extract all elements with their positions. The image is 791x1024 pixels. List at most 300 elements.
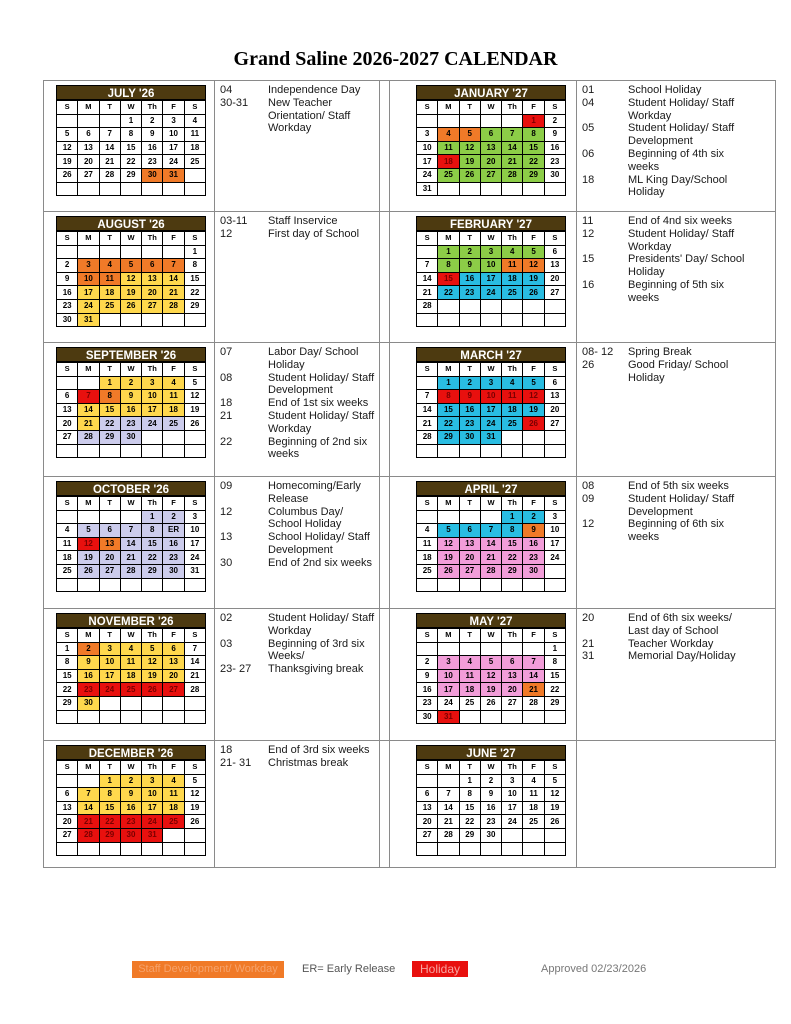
month-table bbox=[56, 760, 206, 856]
weekday-header: S bbox=[417, 232, 438, 246]
weekday-header-row bbox=[57, 363, 206, 377]
weekday-header: S bbox=[57, 363, 78, 377]
event-text: Christmas break bbox=[268, 756, 349, 769]
page-title: Grand Saline 2026-2027 CALENDAR bbox=[233, 48, 558, 70]
weekday-header-row bbox=[417, 629, 566, 643]
day-cell: 10 bbox=[480, 390, 501, 404]
day-cell: 10 bbox=[99, 656, 120, 670]
event-text: First day of School bbox=[268, 227, 360, 240]
day-cell bbox=[184, 828, 205, 842]
day-cell bbox=[417, 642, 438, 656]
day-cell bbox=[184, 578, 205, 592]
day-cell: 11 bbox=[184, 128, 205, 142]
day-cell: 25 bbox=[57, 564, 78, 578]
day-cell: 31 bbox=[78, 313, 99, 327]
weekday-header: W bbox=[480, 629, 501, 643]
event-date: 12 bbox=[582, 227, 595, 240]
weekday-header: Th bbox=[502, 232, 523, 246]
day-cell bbox=[99, 114, 120, 128]
day-cell bbox=[99, 182, 120, 196]
week-row bbox=[417, 537, 566, 551]
day-cell: 16 bbox=[459, 403, 480, 417]
day-cell: 11 bbox=[163, 788, 184, 802]
week-row bbox=[417, 114, 566, 128]
day-cell: 16 bbox=[142, 141, 163, 155]
day-cell: 4 bbox=[417, 524, 438, 538]
day-cell: 3 bbox=[544, 510, 565, 524]
event-text: Student Holiday/ Staff Workday bbox=[628, 227, 735, 253]
day-cell: 31 bbox=[163, 168, 184, 182]
week-row bbox=[417, 128, 566, 142]
day-cell: 4 bbox=[523, 774, 544, 788]
week-row bbox=[57, 430, 206, 444]
event-text: Homecoming/Early Release bbox=[268, 480, 361, 505]
day-cell: 26 bbox=[480, 696, 501, 710]
right-month-cell bbox=[389, 81, 576, 211]
weekday-header: F bbox=[163, 363, 184, 377]
day-cell: 10 bbox=[417, 141, 438, 155]
day-cell: 5 bbox=[78, 524, 99, 538]
week-row bbox=[57, 774, 206, 788]
day-cell: 21 bbox=[417, 286, 438, 300]
weekday-header-row bbox=[57, 101, 206, 115]
day-cell: 4 bbox=[502, 376, 523, 390]
week-row bbox=[57, 245, 206, 259]
day-cell: 14 bbox=[163, 272, 184, 286]
weekday-header: Th bbox=[502, 629, 523, 643]
event-text: School Holiday bbox=[628, 84, 702, 96]
weekday-header: Th bbox=[502, 101, 523, 115]
weekday-header: T bbox=[99, 761, 120, 775]
event-text: Beginning of 4th six weeks bbox=[628, 148, 725, 173]
day-cell: 8 bbox=[459, 788, 480, 802]
day-cell bbox=[523, 842, 544, 856]
day-cell: 9 bbox=[459, 390, 480, 404]
column-divider bbox=[576, 81, 577, 211]
day-cell: 12 bbox=[523, 390, 544, 404]
weekday-header: M bbox=[78, 629, 99, 643]
day-cell bbox=[163, 828, 184, 842]
day-cell: 7 bbox=[438, 788, 459, 802]
day-cell bbox=[417, 245, 438, 259]
day-cell: 13 bbox=[78, 141, 99, 155]
day-cell: 24 bbox=[480, 417, 501, 431]
week-row bbox=[417, 696, 566, 710]
calendar-row bbox=[44, 343, 775, 477]
week-row bbox=[417, 710, 566, 724]
calendar-row bbox=[44, 81, 775, 212]
day-cell bbox=[163, 313, 184, 327]
week-row bbox=[57, 537, 206, 551]
day-cell bbox=[502, 578, 523, 592]
event-text: Memorial Day/Holiday bbox=[628, 650, 736, 663]
day-cell: 29 bbox=[184, 299, 205, 313]
day-cell: 24 bbox=[417, 168, 438, 182]
day-cell: 2 bbox=[459, 376, 480, 390]
day-cell: 23 bbox=[57, 299, 78, 313]
day-cell: 11 bbox=[438, 141, 459, 155]
day-cell bbox=[57, 710, 78, 724]
day-cell: 19 bbox=[459, 155, 480, 169]
day-cell bbox=[57, 245, 78, 259]
day-cell: 14 bbox=[480, 537, 501, 551]
event-date: 21- 31 bbox=[220, 756, 252, 769]
day-cell: 22 bbox=[99, 417, 120, 431]
day-cell: 9 bbox=[480, 788, 501, 802]
event-date: 30 bbox=[220, 556, 233, 569]
event-text: End of 4nd six weeks bbox=[628, 215, 732, 227]
week-row bbox=[57, 696, 206, 710]
day-cell: 1 bbox=[438, 376, 459, 390]
weekday-header: S bbox=[544, 629, 565, 643]
weekday-header: S bbox=[184, 497, 205, 511]
day-cell: 18 bbox=[502, 403, 523, 417]
week-row bbox=[417, 286, 566, 300]
day-cell: 19 bbox=[523, 403, 544, 417]
day-cell: 8 bbox=[57, 656, 78, 670]
weekday-header: F bbox=[163, 232, 184, 246]
month-title: FEBRUARY '27 bbox=[416, 216, 566, 231]
day-cell bbox=[438, 510, 459, 524]
day-cell: 28 bbox=[78, 430, 99, 444]
weekday-header: Th bbox=[142, 101, 163, 115]
day-cell: 25 bbox=[163, 815, 184, 829]
day-cell: 11 bbox=[99, 272, 120, 286]
month-calendar bbox=[56, 613, 206, 724]
day-cell: 14 bbox=[417, 403, 438, 417]
day-cell: 15 bbox=[502, 537, 523, 551]
weekday-header: S bbox=[57, 497, 78, 511]
event-text: Teacher Workday bbox=[628, 637, 714, 650]
event-date: 03-11 bbox=[220, 215, 248, 227]
weekday-header: Th bbox=[142, 232, 163, 246]
day-cell: 13 bbox=[459, 537, 480, 551]
day-cell: 5 bbox=[142, 642, 163, 656]
day-cell: 13 bbox=[163, 656, 184, 670]
event-date: 07 bbox=[220, 346, 233, 358]
day-cell bbox=[142, 710, 163, 724]
week-row bbox=[57, 444, 206, 458]
day-cell: 14 bbox=[502, 141, 523, 155]
weekday-header: S bbox=[417, 629, 438, 643]
day-cell: 5 bbox=[480, 656, 501, 670]
day-cell bbox=[438, 313, 459, 327]
day-cell: 29 bbox=[523, 168, 544, 182]
left-month-cell bbox=[44, 343, 214, 476]
day-cell: 3 bbox=[142, 774, 163, 788]
day-cell: 8 bbox=[438, 390, 459, 404]
weekday-header: T bbox=[459, 363, 480, 377]
day-cell: 20 bbox=[480, 155, 501, 169]
day-cell: 18 bbox=[502, 272, 523, 286]
day-cell: 11 bbox=[502, 390, 523, 404]
week-row bbox=[57, 656, 206, 670]
day-cell bbox=[544, 430, 565, 444]
day-cell bbox=[502, 842, 523, 856]
weekday-header: W bbox=[480, 761, 501, 775]
week-row bbox=[57, 683, 206, 697]
month-title: MAY '27 bbox=[416, 613, 566, 628]
day-cell: 26 bbox=[142, 683, 163, 697]
day-cell: 27 bbox=[99, 564, 120, 578]
legend-holiday: Holiday bbox=[412, 961, 468, 977]
day-cell: 26 bbox=[544, 815, 565, 829]
day-cell bbox=[438, 182, 459, 196]
weekday-header: T bbox=[459, 101, 480, 115]
day-cell: 12 bbox=[184, 788, 205, 802]
day-cell: 6 bbox=[99, 524, 120, 538]
day-cell: 26 bbox=[57, 168, 78, 182]
day-cell: 20 bbox=[57, 815, 78, 829]
day-cell bbox=[502, 828, 523, 842]
day-cell: 5 bbox=[184, 774, 205, 788]
weekday-header: T bbox=[99, 629, 120, 643]
weekday-header: M bbox=[438, 497, 459, 511]
column-divider bbox=[214, 212, 215, 342]
day-cell bbox=[523, 182, 544, 196]
month-title: MARCH '27 bbox=[416, 347, 566, 362]
day-cell: 29 bbox=[438, 430, 459, 444]
event-date: 03 bbox=[220, 637, 233, 650]
day-cell bbox=[78, 245, 99, 259]
day-cell: 30 bbox=[78, 696, 99, 710]
day-cell bbox=[502, 710, 523, 724]
month-title: AUGUST '26 bbox=[56, 216, 206, 231]
day-cell bbox=[459, 842, 480, 856]
day-cell: 26 bbox=[78, 564, 99, 578]
left-events-cell bbox=[214, 343, 379, 476]
week-row bbox=[417, 656, 566, 670]
column-divider bbox=[214, 741, 215, 867]
day-cell bbox=[163, 696, 184, 710]
day-cell bbox=[459, 299, 480, 313]
day-cell bbox=[57, 114, 78, 128]
week-row bbox=[57, 114, 206, 128]
day-cell: 13 bbox=[417, 801, 438, 815]
day-cell: 4 bbox=[502, 245, 523, 259]
day-cell: 25 bbox=[502, 417, 523, 431]
week-row bbox=[417, 403, 566, 417]
day-cell: 1 bbox=[502, 510, 523, 524]
week-row bbox=[417, 376, 566, 390]
approval-date: Approved 02/23/2026 bbox=[541, 963, 647, 975]
weekday-header: S bbox=[417, 101, 438, 115]
day-cell: 27 bbox=[459, 564, 480, 578]
column-divider bbox=[389, 609, 390, 740]
weekday-header: M bbox=[78, 232, 99, 246]
day-cell: 29 bbox=[544, 696, 565, 710]
weekday-header: W bbox=[480, 363, 501, 377]
month-title: JANUARY '27 bbox=[416, 85, 566, 100]
day-cell: 6 bbox=[163, 642, 184, 656]
week-row bbox=[417, 774, 566, 788]
day-cell bbox=[544, 444, 565, 458]
day-cell bbox=[417, 578, 438, 592]
event-date: 09 bbox=[220, 480, 233, 492]
day-cell bbox=[438, 114, 459, 128]
day-cell bbox=[163, 430, 184, 444]
day-cell: 7 bbox=[417, 390, 438, 404]
day-cell: 18 bbox=[163, 801, 184, 815]
day-cell: 12 bbox=[480, 669, 501, 683]
day-cell: 10 bbox=[142, 788, 163, 802]
day-cell: 21 bbox=[480, 551, 501, 565]
day-cell: 22 bbox=[142, 551, 163, 565]
day-cell: 31 bbox=[142, 828, 163, 842]
day-cell bbox=[480, 444, 501, 458]
day-cell bbox=[417, 510, 438, 524]
weekday-header: S bbox=[544, 363, 565, 377]
day-cell bbox=[184, 430, 205, 444]
day-cell bbox=[57, 444, 78, 458]
week-row bbox=[57, 710, 206, 724]
day-cell: 15 bbox=[523, 141, 544, 155]
weekday-header-row bbox=[417, 363, 566, 377]
weekday-header: T bbox=[99, 101, 120, 115]
day-cell: 20 bbox=[459, 551, 480, 565]
day-cell: 28 bbox=[480, 564, 501, 578]
day-cell: 15 bbox=[142, 537, 163, 551]
day-cell: 17 bbox=[78, 286, 99, 300]
day-cell: 7 bbox=[480, 524, 501, 538]
day-cell: 12 bbox=[438, 537, 459, 551]
day-cell: 24 bbox=[184, 551, 205, 565]
column-divider bbox=[379, 343, 380, 476]
column-divider bbox=[389, 212, 390, 342]
day-cell: 27 bbox=[544, 417, 565, 431]
event-text: Student Holiday/ Staff Development bbox=[268, 371, 375, 397]
day-cell: 16 bbox=[459, 272, 480, 286]
week-row bbox=[417, 444, 566, 458]
weekday-header: S bbox=[184, 761, 205, 775]
left-events-cell bbox=[214, 212, 379, 342]
day-cell: 15 bbox=[459, 801, 480, 815]
right-events-cell bbox=[576, 212, 775, 342]
day-cell bbox=[523, 578, 544, 592]
day-cell: 19 bbox=[57, 155, 78, 169]
day-cell: 27 bbox=[163, 683, 184, 697]
day-cell bbox=[99, 696, 120, 710]
day-cell: 2 bbox=[120, 376, 141, 390]
week-row bbox=[57, 286, 206, 300]
day-cell: 18 bbox=[523, 801, 544, 815]
day-cell: 13 bbox=[480, 141, 501, 155]
month-calendar bbox=[416, 216, 566, 327]
day-cell bbox=[459, 313, 480, 327]
day-cell bbox=[120, 842, 141, 856]
day-cell: 13 bbox=[57, 801, 78, 815]
week-row bbox=[417, 245, 566, 259]
day-cell: 22 bbox=[438, 417, 459, 431]
day-cell: 23 bbox=[459, 417, 480, 431]
week-row bbox=[57, 272, 206, 286]
day-cell: 2 bbox=[120, 774, 141, 788]
event-text: Staff Inservice bbox=[268, 215, 338, 227]
column-divider bbox=[576, 609, 577, 740]
day-cell: 1 bbox=[523, 114, 544, 128]
day-cell: 9 bbox=[142, 128, 163, 142]
day-cell: 4 bbox=[99, 259, 120, 273]
day-cell: 27 bbox=[417, 828, 438, 842]
day-cell bbox=[502, 430, 523, 444]
day-cell bbox=[78, 578, 99, 592]
week-row bbox=[57, 299, 206, 313]
day-cell: 3 bbox=[142, 376, 163, 390]
event-date: 08- 12 bbox=[582, 346, 614, 358]
day-cell bbox=[78, 182, 99, 196]
day-cell: 19 bbox=[523, 272, 544, 286]
day-cell bbox=[438, 578, 459, 592]
day-cell: 16 bbox=[120, 801, 141, 815]
column-divider bbox=[576, 343, 577, 476]
event-date: 26 bbox=[582, 358, 595, 371]
weekday-header: Th bbox=[502, 363, 523, 377]
week-row bbox=[57, 815, 206, 829]
day-cell: 6 bbox=[502, 656, 523, 670]
week-row bbox=[57, 141, 206, 155]
event-date: 05 bbox=[582, 122, 595, 135]
day-cell: 1 bbox=[120, 114, 141, 128]
event-date: 02 bbox=[220, 612, 233, 624]
day-cell: 22 bbox=[184, 286, 205, 300]
month-calendar bbox=[416, 481, 566, 592]
event-date: 06 bbox=[582, 148, 595, 160]
day-cell: 17 bbox=[184, 537, 205, 551]
left-events-cell bbox=[214, 609, 379, 740]
day-cell: 30 bbox=[480, 828, 501, 842]
day-cell: 24 bbox=[78, 299, 99, 313]
day-cell bbox=[480, 642, 501, 656]
day-cell: 30 bbox=[142, 168, 163, 182]
day-cell: 20 bbox=[57, 417, 78, 431]
weekday-header: W bbox=[480, 101, 501, 115]
event-text: Thanksgiving break bbox=[268, 663, 364, 676]
right-month-cell bbox=[389, 477, 576, 608]
month-table bbox=[416, 100, 566, 196]
month-calendar bbox=[56, 745, 206, 856]
day-cell: 8 bbox=[99, 788, 120, 802]
day-cell: 23 bbox=[459, 286, 480, 300]
day-cell: 30 bbox=[57, 313, 78, 327]
day-cell: 15 bbox=[438, 403, 459, 417]
day-cell bbox=[459, 710, 480, 724]
day-cell bbox=[417, 114, 438, 128]
day-cell: 24 bbox=[480, 286, 501, 300]
day-cell: 15 bbox=[120, 141, 141, 155]
day-cell: 21 bbox=[163, 286, 184, 300]
weekday-header: F bbox=[523, 497, 544, 511]
day-cell: 7 bbox=[78, 390, 99, 404]
weekday-header: T bbox=[99, 232, 120, 246]
week-row bbox=[417, 417, 566, 431]
column-divider bbox=[379, 81, 380, 211]
day-cell: 27 bbox=[544, 286, 565, 300]
day-cell: 8 bbox=[184, 259, 205, 273]
month-calendar bbox=[56, 85, 206, 196]
day-cell: 30 bbox=[163, 564, 184, 578]
day-cell: 30 bbox=[120, 828, 141, 842]
day-cell: 27 bbox=[502, 696, 523, 710]
day-cell: 1 bbox=[459, 774, 480, 788]
day-cell: 29 bbox=[502, 564, 523, 578]
week-row bbox=[57, 390, 206, 404]
week-row bbox=[57, 510, 206, 524]
day-cell bbox=[78, 376, 99, 390]
day-cell: 4 bbox=[438, 128, 459, 142]
month-title: SEPTEMBER '26 bbox=[56, 347, 206, 362]
day-cell bbox=[184, 842, 205, 856]
day-cell bbox=[502, 313, 523, 327]
